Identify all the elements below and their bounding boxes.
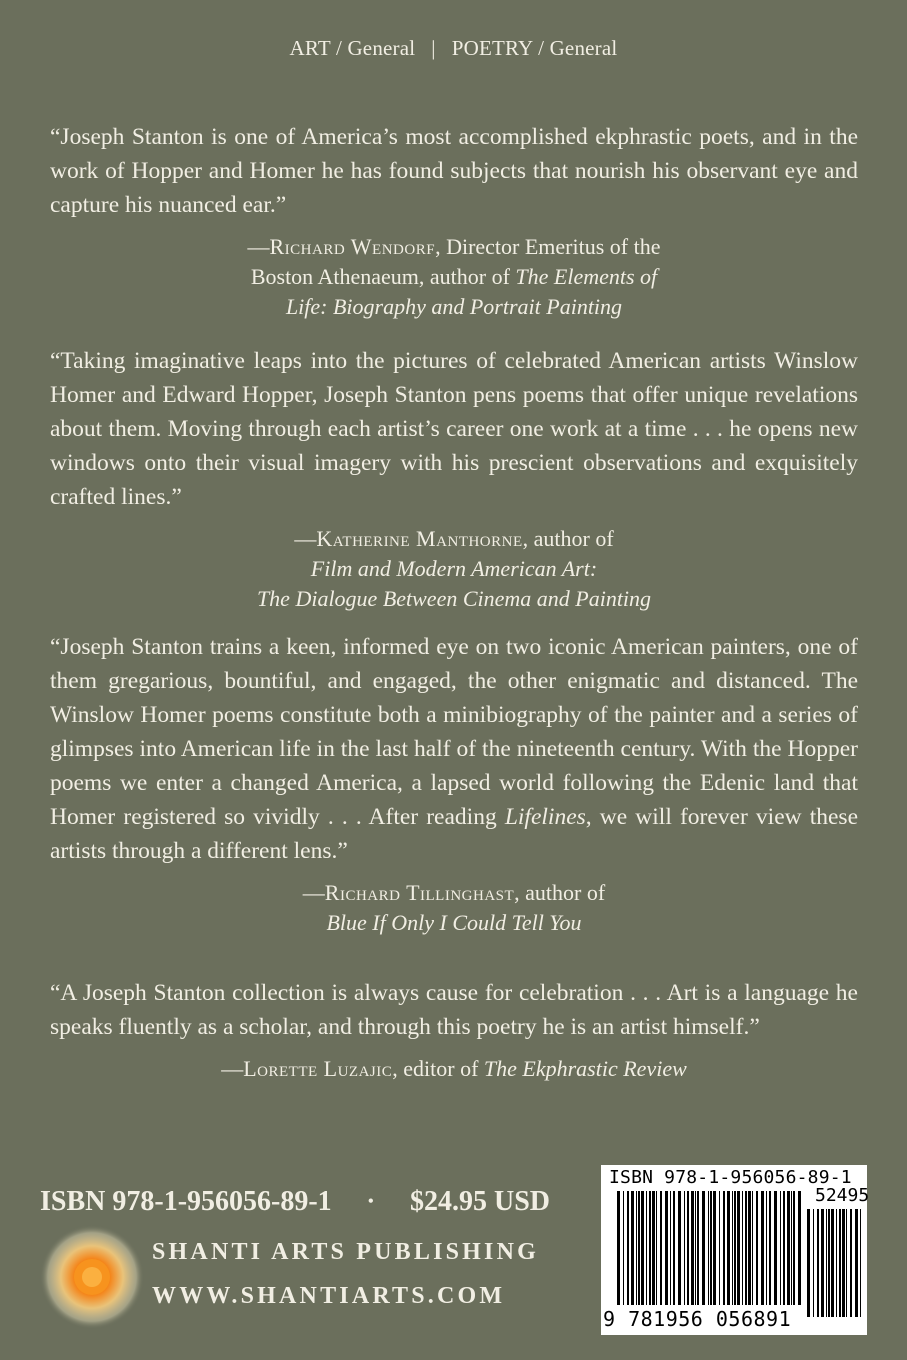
barcode-bar: [793, 1191, 795, 1305]
attribution-publication: The Ekphrastic Review: [483, 1056, 687, 1081]
barcode-price-code: 52495: [815, 1185, 870, 1206]
category-poetry: POETRY / General: [451, 36, 618, 60]
barcode-bar: [723, 1191, 725, 1305]
barcode-bar: [631, 1191, 634, 1305]
quote-book-title: Lifelines: [504, 804, 586, 830]
blurb-quote: “A Joseph Stanton collection is always cause for celebration . . . Art is a language he speaks fluently as a scholar, and through this poetry he is an artist himself.”: [50, 980, 858, 1040]
blurb-attribution: [50, 232, 858, 322]
attribution-dash: —: [247, 234, 270, 259]
attribution-dash: —: [221, 1056, 244, 1081]
barcode-digits: 9 781956 056891: [603, 1307, 792, 1331]
barcode-bar: [855, 1209, 858, 1317]
barcode-bar: [817, 1209, 819, 1317]
barcode-bar: [697, 1191, 699, 1305]
attribution-dash: —: [302, 880, 325, 905]
attribution-book-title-cont: Life: Biography and Portrait Painting: [285, 294, 623, 319]
attribution-dash: —: [294, 526, 317, 551]
barcode-bar: [787, 1191, 790, 1305]
barcode-bar: [791, 1191, 792, 1305]
attribution-role: , author of: [514, 880, 606, 905]
barcode-bar: [774, 1191, 777, 1305]
barcode-bar: [687, 1191, 689, 1305]
quote-text-end: , we will forever view these artists through a different lens.”: [50, 804, 859, 864]
barcode-bar: [656, 1191, 657, 1305]
blurb-quote: “Taking imaginative leaps into the pictures of celebrated American artists Winslow Homer and Edward Hopper, Joseph Stanton pens poems that offer unique revelations about them. Moving through each artist’s career one work at a time . . . he opens new windows onto their visual imagery with his prescient observations and exquisitely crafted lines.”: [50, 348, 858, 510]
barcode-bar: [702, 1191, 705, 1305]
barcode-isbn-text: ISBN 978-1-956056-89-1: [609, 1167, 852, 1188]
price-text: $24.95 USD: [409, 1186, 550, 1217]
barcode-bar: [742, 1191, 743, 1305]
barcode-bar: [641, 1191, 644, 1305]
blurb-manthorne: [50, 344, 858, 614]
barcode-bar: [826, 1209, 827, 1317]
barcode-bar: [646, 1191, 647, 1305]
blurb-attribution: [50, 1054, 858, 1084]
category-separator: |: [431, 36, 436, 60]
barcode-bar: [748, 1191, 751, 1305]
barcode-bar: [732, 1191, 733, 1305]
barcode-bar: [638, 1191, 640, 1305]
barcode-bar: [636, 1191, 637, 1305]
barcode-bar: [752, 1191, 753, 1305]
barcode-bar: [798, 1191, 801, 1305]
attribution-role: , editor of: [392, 1056, 484, 1081]
barcode-bar: [691, 1191, 694, 1305]
publisher-website: WWW.SHANTIARTS.COM: [152, 1283, 506, 1309]
barcode-bar: [756, 1191, 758, 1305]
barcode-bar: [708, 1191, 709, 1305]
blurb-luzajic: [50, 976, 858, 1084]
barcode-bar: [769, 1191, 771, 1305]
barcode-bar: [807, 1209, 810, 1317]
barcode-bar: [623, 1191, 624, 1305]
barcode-bar: [727, 1191, 730, 1305]
blurb-quote: [50, 630, 858, 868]
attribution-name: Katherine Manthorne: [316, 526, 523, 551]
barcode-bar: [713, 1191, 716, 1305]
shanti-arts-logo-icon: [40, 1225, 144, 1329]
publisher-name: SHANTI ARTS PUBLISHING: [152, 1239, 539, 1265]
attribution-book-title: Film and Modern American Art:: [310, 556, 598, 581]
barcode-bar: [780, 1191, 781, 1305]
attribution-name: Richard Tillinghast: [324, 880, 515, 905]
barcode-bar: [831, 1209, 834, 1317]
barcode-bar: [813, 1209, 814, 1317]
isbn-price-line: [40, 1186, 550, 1218]
barcode-bar: [828, 1209, 830, 1317]
barcode-bar: [846, 1209, 847, 1317]
quote-text: “Joseph Stanton trains a keen, informed eye on two iconic American painters, one of them gregarious, bountiful, and engaged, the other enigmatic and distanced. The Winslow Homer poems constitute both a minibiography of the painter and a series of glimpses into American life in the last half of the nineteenth century. With the Hopper poems we enter a changed America, a lapsed world following the Edenic land that Homer registered so vividly . . . After reading: [50, 634, 858, 830]
blurb-attribution: [50, 524, 858, 614]
category-art: ART / General: [289, 36, 416, 60]
barcode-bar: [684, 1191, 685, 1305]
barcode-bar: [842, 1209, 845, 1317]
barcode-bar: [766, 1191, 767, 1305]
attribution-name: Lorette Luzajic: [243, 1056, 393, 1081]
barcode-bar: [695, 1191, 696, 1305]
barcode-bar: [617, 1191, 620, 1305]
barcode-bar: [745, 1191, 747, 1305]
category-line: [0, 36, 907, 61]
attribution-book-title: The Elements of: [515, 264, 658, 289]
barcode-bar: [783, 1191, 785, 1305]
bullet-separator: •: [368, 1193, 374, 1210]
barcode-bar: [860, 1209, 861, 1317]
barcode-bar: [719, 1191, 720, 1305]
barcode-bar: [652, 1191, 655, 1305]
barcode-bar: [734, 1191, 736, 1305]
blurb-quote: “Joseph Stanton is one of America’s most accomplished ekphrastic poets, and in the work of Hopper and Homer he has found subjects that nourish his observant eye and capture his nuanced ear.”: [50, 124, 858, 218]
attribution-book-title: Blue If Only I Could Tell You: [326, 910, 582, 935]
barcode-bar: [627, 1191, 629, 1305]
blurb-wendorf: [50, 120, 858, 322]
attribution-detail: Boston Athenaeum, author of: [250, 264, 516, 289]
barcode-bar: [649, 1191, 651, 1305]
attribution-role: , author of: [522, 526, 614, 551]
attribution-name: Richard Wendorf: [269, 234, 436, 259]
attribution-role: , Director Emeritus of the: [435, 234, 661, 259]
isbn-text: ISBN 978-1-956056-89-1: [40, 1186, 332, 1217]
barcode-bar: [821, 1209, 824, 1317]
barcode-bar: [737, 1191, 740, 1305]
barcode: [601, 1165, 870, 1335]
barcode-bar: [836, 1209, 837, 1317]
barcode-bar: [761, 1191, 764, 1305]
barcode-bar: [665, 1191, 668, 1305]
publisher-block: [152, 1230, 552, 1318]
barcode-bar: [839, 1209, 841, 1317]
barcode-bar: [678, 1191, 681, 1305]
barcode-bar: [673, 1191, 675, 1305]
blurb-attribution: [50, 878, 858, 938]
barcode-bar: [710, 1191, 712, 1305]
attribution-book-subtitle: The Dialogue Between Cinema and Painting: [256, 586, 652, 611]
barcode-bar: [670, 1191, 671, 1305]
barcode-bar: [850, 1209, 852, 1317]
blurb-tillinghast: [50, 630, 858, 938]
barcode-bar: [660, 1191, 662, 1305]
